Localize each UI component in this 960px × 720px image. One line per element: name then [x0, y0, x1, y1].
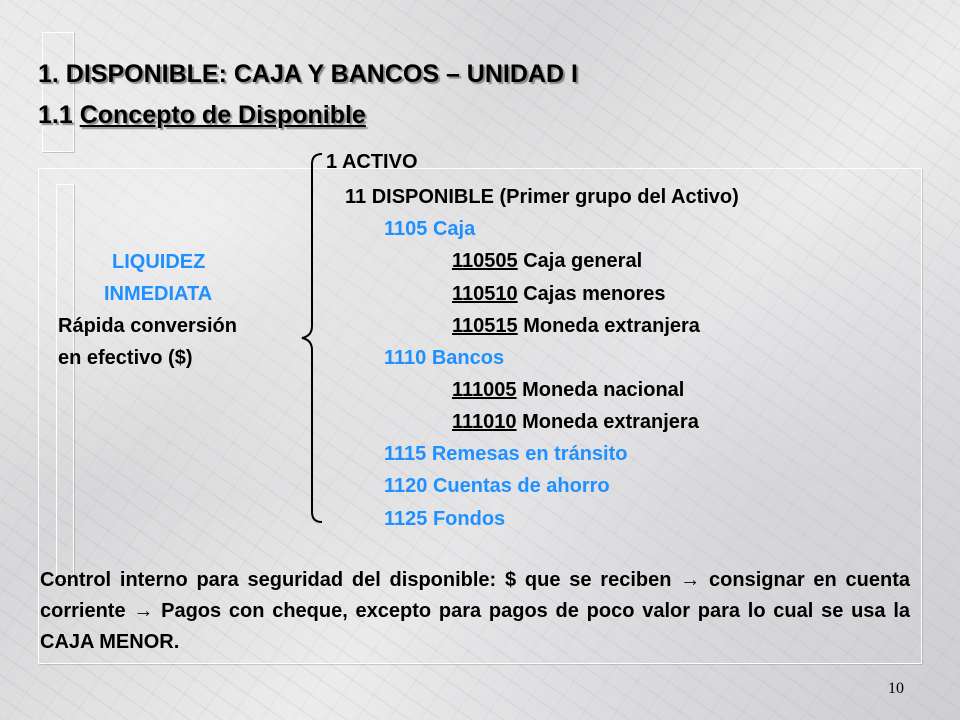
subtitle-underlined: Concepto de Disponible — [79, 101, 366, 129]
account-activo: 1 ACTIVO — [326, 151, 418, 173]
account-name: Moneda extranjera — [517, 315, 700, 337]
account-caja: 1105 Caja — [384, 218, 476, 240]
account-fondos: 1125 Fondos — [384, 508, 506, 530]
account-caja-item — [452, 249, 642, 273]
account-code: 111010 — [452, 411, 517, 433]
account-name: Caja general — [517, 250, 643, 272]
account-remesas: 1115 Remesas en tránsito — [384, 443, 628, 465]
account-name: Moneda extranjera — [516, 411, 699, 433]
account-code: 110505 — [452, 250, 518, 272]
curly-brace-icon — [290, 148, 330, 528]
internal-control-paragraph: Control interno para seguridad del disponible: $ que se reciben → consignar en cuenta corriente → Pagos con cheque, excepto para pagos de poco valor para lo cual se usa la CAJA MENOR. — [40, 569, 910, 653]
account-bancos-item — [452, 410, 699, 434]
account-name: Cajas menores — [517, 283, 666, 305]
slide-title: 1. DISPONIBLE: CAJA Y BANCOS – UNIDAD I — [38, 60, 578, 88]
liquidity-label-line2: INMEDIATA — [104, 283, 213, 305]
liquidity-label-line4: en efectivo ($) — [58, 347, 193, 369]
account-caja-item — [452, 314, 700, 338]
subtitle-prefix: 1.1 — [38, 101, 80, 129]
slide-subtitle — [38, 101, 366, 130]
account-bancos-item — [452, 378, 684, 402]
liquidity-label-line1: LIQUIDEZ — [112, 251, 206, 273]
account-caja-item — [452, 282, 666, 306]
liquidity-label-line3: Rápida conversión — [58, 315, 237, 337]
account-code: 110515 — [452, 315, 518, 337]
account-ahorro: 1120 Cuentas de ahorro — [384, 475, 610, 497]
account-code: 111005 — [452, 379, 517, 401]
account-name: Moneda nacional — [516, 379, 685, 401]
account-bancos: 1110 Bancos — [384, 347, 505, 369]
page-number: 10 — [888, 680, 904, 697]
account-code: 110510 — [452, 283, 518, 305]
account-disponible: 11 DISPONIBLE (Primer grupo del Activo) — [345, 186, 739, 208]
decorative-frame-top — [42, 32, 74, 152]
